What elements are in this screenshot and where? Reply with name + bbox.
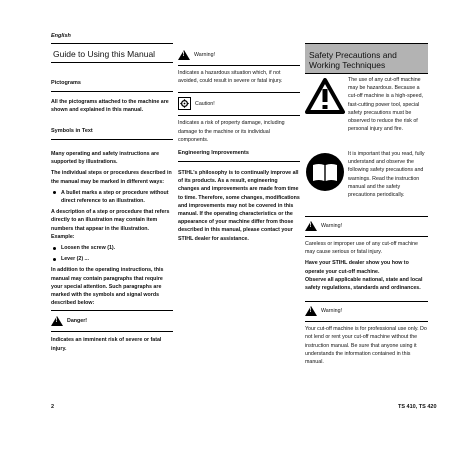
divider [51,310,173,311]
regulations-text: Observe all applicable national, state and local safety regulations, standards and ordinances. [305,276,423,292]
divider [51,331,173,332]
bullet-item: A bullet marks a step or procedure without direct reference to an illustration. [51,189,173,205]
read-manual-book-icon [305,152,345,197]
caution-gear-icon [178,97,191,110]
section-title-guide: Guide to Using this Manual [51,43,173,63]
pictograms-heading: Pictograms [51,80,81,86]
warning-icon [305,306,317,316]
page-number: 2 [51,404,55,410]
language-label: English [51,33,71,39]
safety-title-line2: Working Techniques [309,60,386,70]
warning-text: Indicates a hazardous situation which, if not avoided, could result in severe or fatal injury. [178,70,283,85]
danger-notice [51,316,173,326]
divider [178,92,300,93]
danger-label: Danger! [67,318,88,325]
warning2-label: Warning! [321,308,342,315]
symbols-p2: The individual steps or procedures described in the manual may be marked in different ways: [51,170,172,185]
bullet-item: Lever (2) ... [51,255,173,263]
danger-text: Indicates an imminent risk of severe or fatal injury. [51,337,162,352]
engineering-heading: Engineering Improvements [178,150,249,156]
warning-icon [305,221,317,231]
warning-notice [178,50,300,60]
divider [305,216,428,217]
read-instructions-text: It is important that you read, fully understand and observe the following safety precautions and warnings. Read the instruction manual and the safety precautions periodically. [348,151,425,199]
danger-warning-icon [51,316,63,326]
warning-label: Warning! [194,52,215,58]
warning-icon [178,50,190,60]
warning2-text: Your cut-off machine is for professional use only. Do not lend or rent your cut-off machine without the instruction manual. Be sure that anyone using it understands the information contained in this manual. [305,326,427,366]
engineering-text: STIHL's philosophy is to continually improve all of its products. As a result, engineering changes and improvements are made from time to time. Therefore, some changes, modifications and improvements may not be covered in this manual. If the operating characteristics or the appearance of your machine differ from those described in this manual, please contact your STIHL dealer for assistance. [178,170,300,242]
caution-notice [178,97,300,110]
dealer-instruction-text: Have your STIHL dealer show you how to operate your cut-off machine. [305,260,409,275]
symbols-p1: Many operating and safety instructions are supported by illustrations. [51,151,160,166]
divider [51,91,173,92]
engineering-section [178,150,300,243]
symbols-p3: A description of a step or procedure that refers directly to an illustration may contain item numbers that appear in the illustration. Example: [51,209,170,240]
safety-intro-text: The use of any cut-off machine may be hazardous. Because a cut-off machine is a high-speed, fast-cutting power tool, special safety precautions must be observed to reduce the risk of personal injury and fire. [348,77,423,133]
symbols-heading: Symbols in Text [51,128,93,134]
pictograms-section [51,80,173,117]
divider [178,161,300,162]
warning-notice-block [178,50,300,144]
warning-notice-2 [305,306,428,316]
model-name: TS 410, TS 420 [398,404,437,410]
divider [305,301,428,302]
warning1-text: Careless or improper use of any cut-off machine may cause serious or fatal injury. [305,241,418,256]
safety-title-line1: Safety Precautions and [309,50,397,60]
divider [178,115,300,116]
divider [51,139,173,140]
caution-label: Caution! [195,100,215,107]
warning-notice-1 [305,221,428,231]
symbols-p4: In addition to the operating instructions, this manual may contain paragraphs that require your special attention. Such paragraphs are marked with the symbols and signal words described below: [51,267,164,307]
hazard-triangle-icon [305,78,345,119]
divider [305,236,428,237]
warning1-label: Warning! [321,223,342,229]
symbols-section [51,128,173,353]
section-title-safety [305,43,428,74]
bullet-item: Loosen the screw (1). [51,244,173,252]
divider [178,65,300,66]
pictograms-text: All the pictograms attached to the machine are shown and explained in this manual. [51,99,169,114]
caution-text: Indicates a risk of property damage, including damage to the machine or its individual components. [178,120,285,143]
divider [305,321,428,322]
safety-warnings [305,216,428,366]
